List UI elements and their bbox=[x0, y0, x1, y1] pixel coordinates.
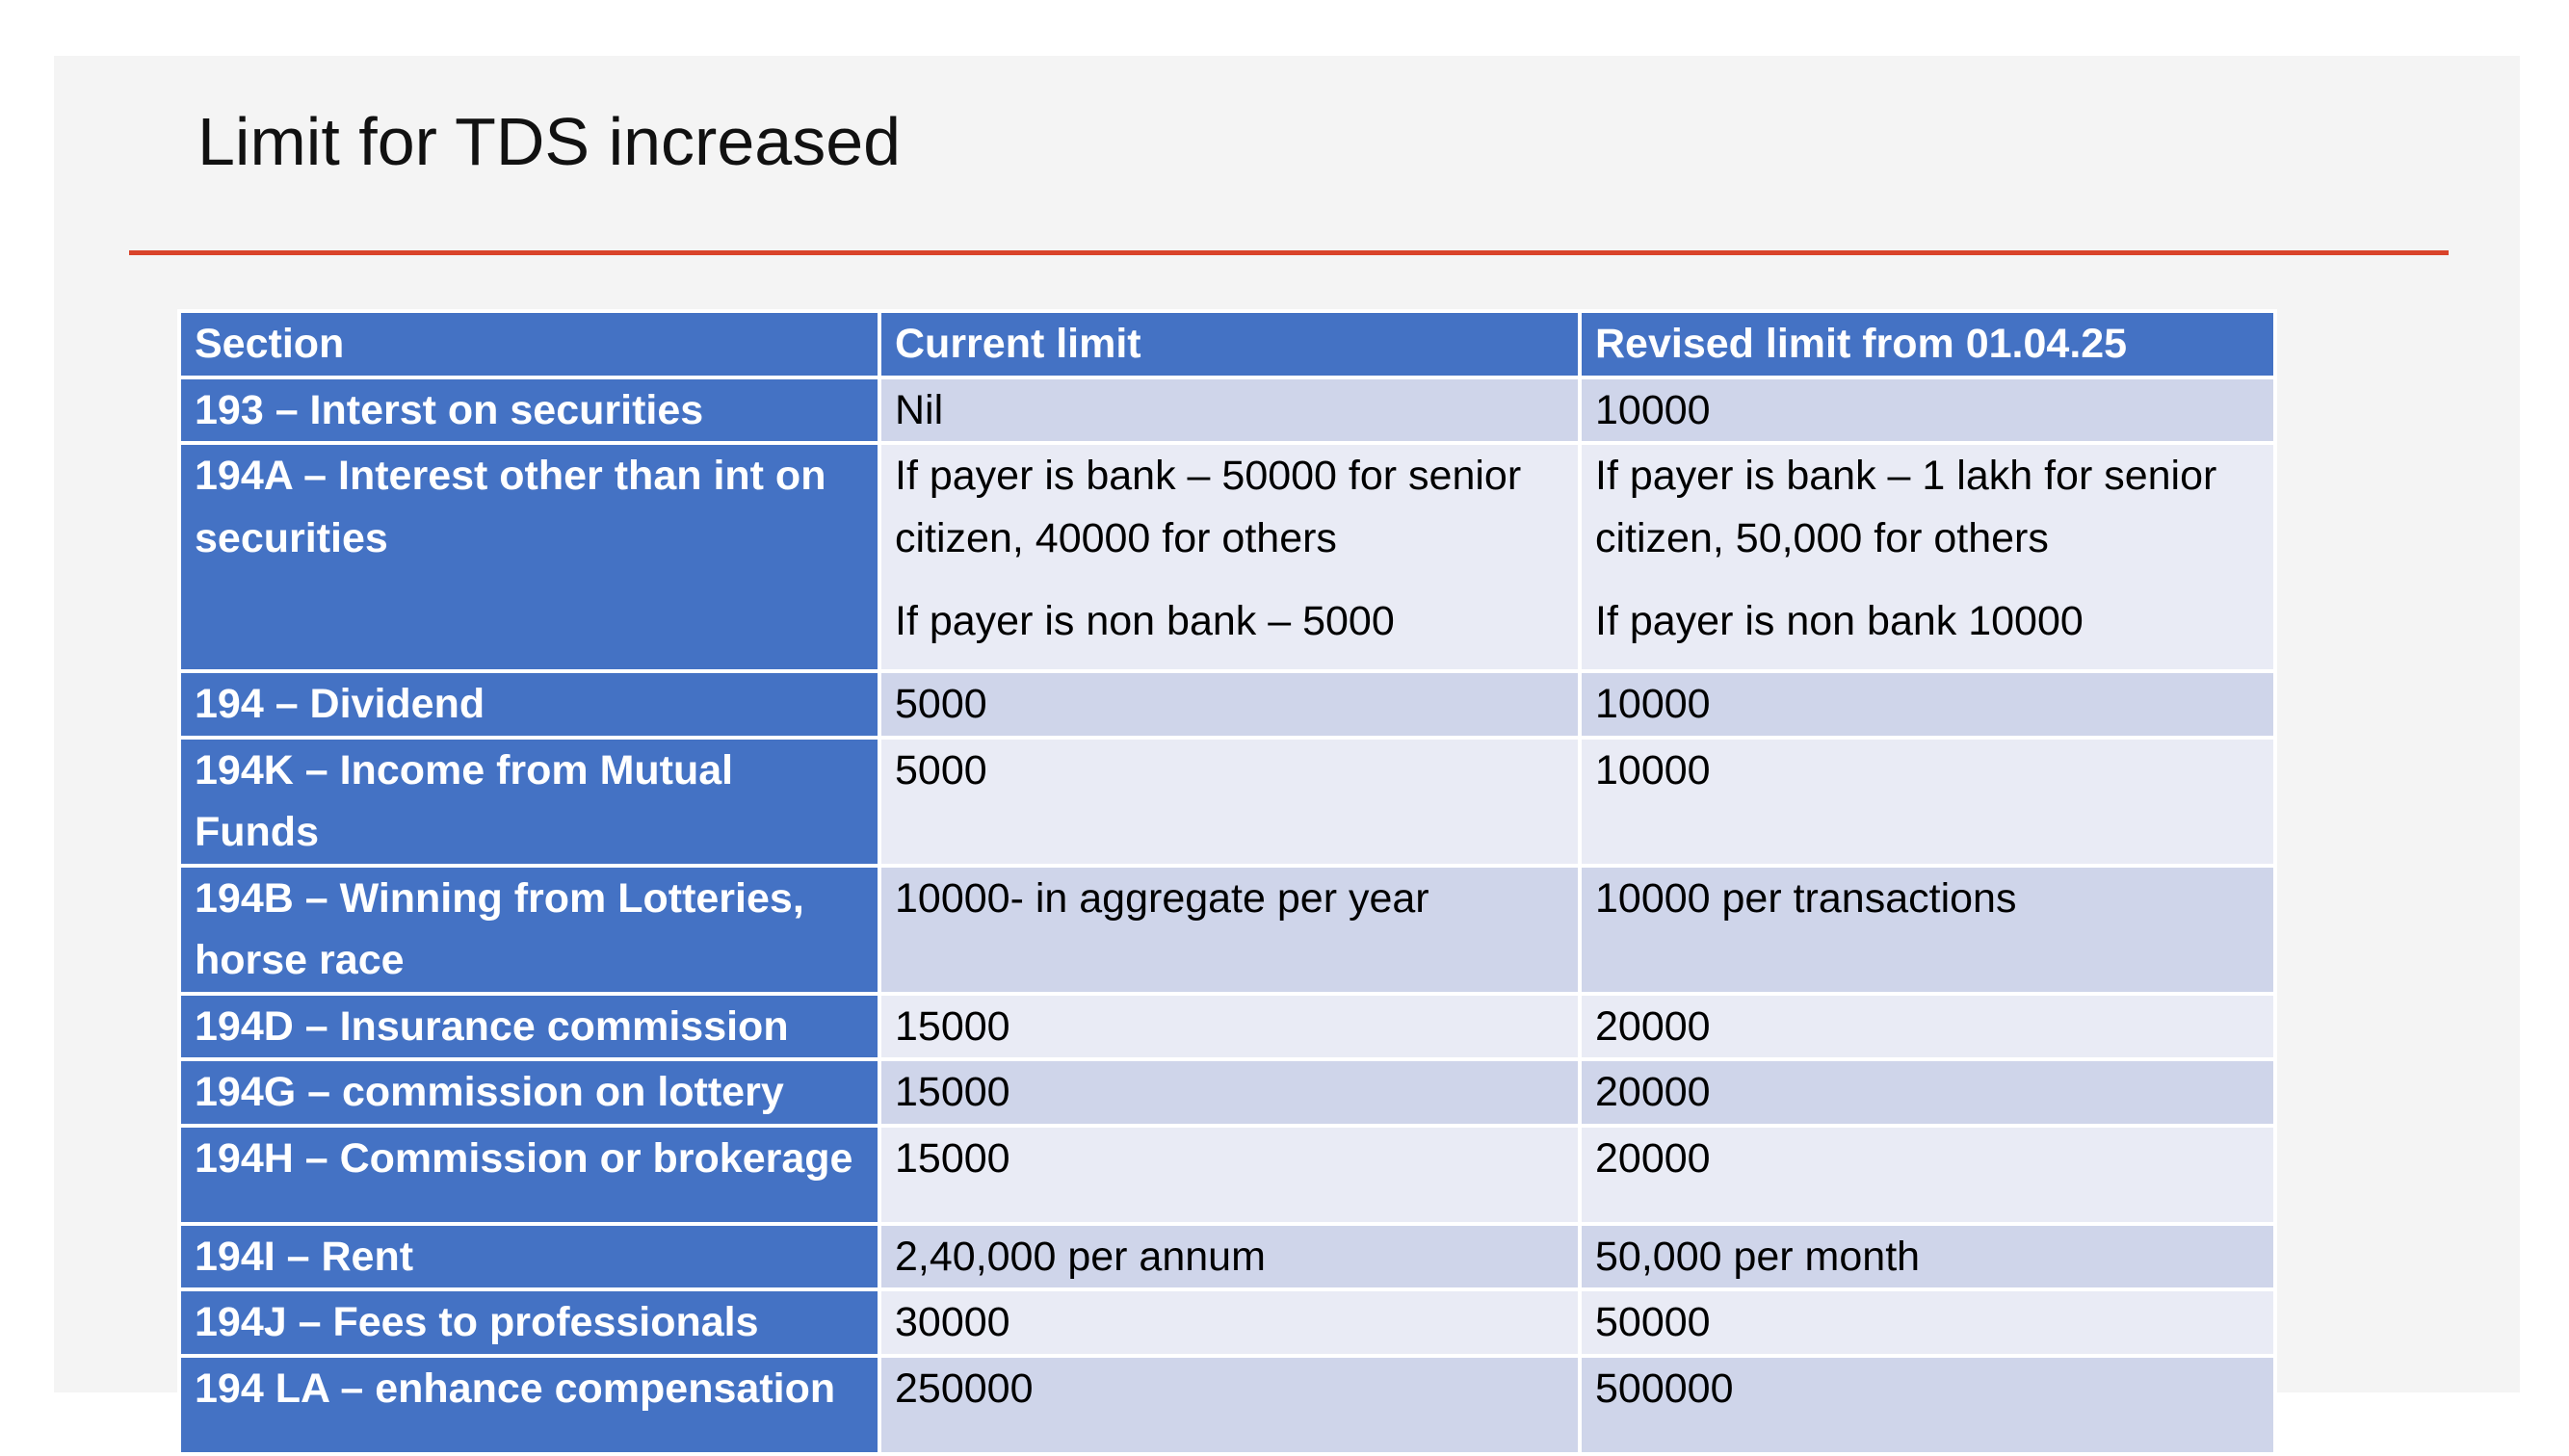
table-row bbox=[179, 994, 2275, 1060]
header-revised-limit: Revised limit from 01.04.25 bbox=[1580, 311, 2275, 377]
current-limit-cell: 5000 bbox=[879, 671, 1580, 738]
section-cell: 194I – Rent bbox=[179, 1224, 879, 1290]
header-current-limit: Current limit bbox=[879, 311, 1580, 377]
tds-limits-table bbox=[177, 309, 2277, 1456]
table-row bbox=[179, 1289, 2275, 1356]
revised-limit-cell: 10000 per transactions bbox=[1580, 866, 2275, 994]
table-row bbox=[179, 443, 2275, 671]
revised-limit-cell bbox=[1580, 443, 2275, 671]
slide-title: Limit for TDS increased bbox=[197, 104, 902, 179]
current-limit-cell: 2,40,000 per annum bbox=[879, 1224, 1580, 1290]
table-row bbox=[179, 738, 2275, 866]
current-limit-cell: 10000- in aggregate per year bbox=[879, 866, 1580, 994]
section-cell: 194 LA – enhance compensation bbox=[179, 1356, 879, 1454]
revised-limit-cell: 20000 bbox=[1580, 1126, 2275, 1224]
revised-limit-cell: 10000 bbox=[1580, 671, 2275, 738]
section-cell: 194 – Dividend bbox=[179, 671, 879, 738]
current-limit-cell: 15000 bbox=[879, 1059, 1580, 1126]
revised-limit-cell: 10000 bbox=[1580, 377, 2275, 444]
section-cell: 193 – Interst on securities bbox=[179, 377, 879, 444]
section-cell: 194H – Commission or brokerage bbox=[179, 1126, 879, 1224]
table-row bbox=[179, 1224, 2275, 1290]
current-limit-cell: 250000 bbox=[879, 1356, 1580, 1454]
table-row bbox=[179, 1059, 2275, 1126]
revised-limit-cell: 500000 bbox=[1580, 1356, 2275, 1454]
section-cell: 194D – Insurance commission bbox=[179, 994, 879, 1060]
table-row bbox=[179, 377, 2275, 444]
header-section: Section bbox=[179, 311, 879, 377]
revised-limit-cell: 50000 bbox=[1580, 1289, 2275, 1356]
section-cell: 194K – Income from Mutual Funds bbox=[179, 738, 879, 866]
current-limit-cell: Nil bbox=[879, 377, 1580, 444]
current-limit-cell: 5000 bbox=[879, 738, 1580, 866]
title-divider bbox=[129, 250, 2449, 255]
table-row bbox=[179, 671, 2275, 738]
current-limit-cell: 30000 bbox=[879, 1289, 1580, 1356]
revised-limit-bank-text: If payer is bank – 1 lakh for senior citizen, 50,000 for others bbox=[1595, 453, 2217, 561]
current-limit-nonbank-text: If payer is non bank – 5000 bbox=[895, 598, 1395, 644]
current-limit-cell bbox=[879, 443, 1580, 671]
table-row bbox=[179, 1356, 2275, 1454]
section-cell: 194G – commission on lottery bbox=[179, 1059, 879, 1126]
revised-limit-cell: 50,000 per month bbox=[1580, 1224, 2275, 1290]
current-limit-bank-text: If payer is bank – 50000 for senior citizen, 40000 for others bbox=[895, 453, 1522, 561]
current-limit-cell: 15000 bbox=[879, 994, 1580, 1060]
section-cell: 194J – Fees to professionals bbox=[179, 1289, 879, 1356]
table-row bbox=[179, 1126, 2275, 1224]
section-cell: 194B – Winning from Lotteries, horse race bbox=[179, 866, 879, 994]
revised-limit-cell: 20000 bbox=[1580, 994, 2275, 1060]
section-cell: 194A – Interest other than int on securities bbox=[179, 443, 879, 671]
revised-limit-nonbank-text: If payer is non bank 10000 bbox=[1595, 598, 2084, 644]
revised-limit-cell: 10000 bbox=[1580, 738, 2275, 866]
revised-limit-cell: 20000 bbox=[1580, 1059, 2275, 1126]
current-limit-cell: 15000 bbox=[879, 1126, 1580, 1224]
table-header-row bbox=[179, 311, 2275, 377]
table-row bbox=[179, 866, 2275, 994]
